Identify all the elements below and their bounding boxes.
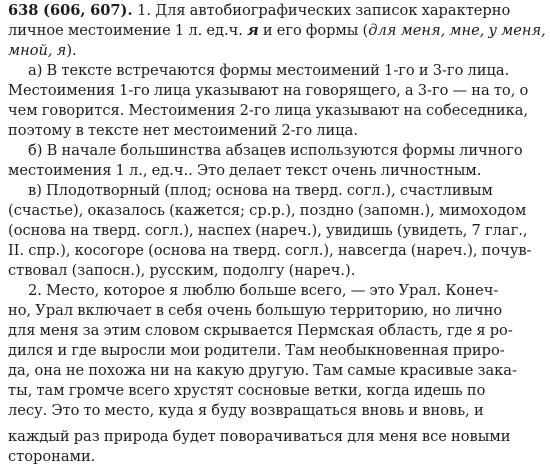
text-line — [8, 81, 545, 101]
text-line — [8, 201, 545, 221]
text-line — [8, 281, 545, 301]
text-segment: ствовал (запосн.), русским, подолгу (нареч.). — [8, 262, 356, 279]
text-segment: 2. Место, которое я люблю больше всего, — это Урал. Конеч- — [28, 282, 499, 299]
text-segment: сторонами. — [8, 448, 96, 465]
text-line — [8, 141, 545, 161]
text-segment: Местоимения 1-го лица указывают на говорящего, а 3-го — на то, о — [8, 82, 529, 99]
text-line — [8, 181, 545, 201]
text-segment: личное местоимение 1 л. ед.ч. — [8, 22, 248, 39]
text-segment: да, она не похожа ни на какую другую. Там самые красивые зака- — [8, 362, 517, 379]
text-line — [8, 341, 545, 361]
text-segment: мной, я — [8, 42, 67, 59]
text-segment: а) В тексте встречаются формы местоимений 1-го и 3-го лица. — [28, 62, 510, 79]
text-segment: для меня, мне, у меня, — [368, 22, 546, 39]
text-line — [8, 101, 545, 121]
exercise-header-line — [8, 1, 545, 21]
text-line — [8, 401, 545, 421]
text-segment: местоимения 1 л., ед.ч.. Это делает текст очень личностным. — [8, 162, 482, 179]
text-segment: и его формы ( — [258, 22, 369, 39]
part-label: 1. — [137, 2, 152, 19]
text-segment: в) Плодотворный (плод; основа на тверд. согл.), счастливым — [28, 182, 493, 199]
text-line — [8, 21, 545, 41]
text-segment: ты, там громче всего хрустят сосновые ветки, когда идешь по — [8, 382, 486, 399]
text-segment: чем говорится. Местоимения 2-го лица указывают на собеседника, — [8, 102, 529, 119]
text-segment: поэтому в тексте нет местоимений 2-го лица. — [8, 122, 358, 139]
text-line — [8, 301, 545, 321]
text-segment: но, Урал включает в себя очень большую территорию, но лично — [8, 302, 503, 319]
exercise-number: 638 (606, 607). — [8, 2, 133, 19]
text-line — [8, 221, 545, 241]
text-segment: (основа на тверд. согл.), наспех (нареч.), увидишь (увидеть, 7 глаг., — [8, 222, 528, 239]
text-line — [8, 61, 545, 81]
text-line — [8, 41, 545, 61]
text-line — [8, 261, 545, 281]
text-line — [8, 241, 545, 261]
text-body — [8, 21, 545, 467]
text-segment: Для автобиографических записок характерно — [155, 2, 511, 19]
document-page — [8, 1, 545, 467]
text-segment: II. спр.), косогоре (основа на тверд. согл.), навсегда (нареч.), почув- — [8, 242, 532, 259]
text-line — [8, 161, 545, 181]
text-segment: дился и где выросли мои родители. Там необыкновенная приро- — [8, 342, 505, 359]
text-line — [8, 121, 545, 141]
text-segment: (счастье), оказалось (кажется; ср.р.), поздно (запомн.), мимоходом — [8, 202, 527, 219]
text-segment: б) В начале большинства абзацев используются формы личного — [28, 142, 523, 159]
text-line — [8, 447, 545, 467]
text-segment: для меня за этим словом скрывается Пермская область, где я ро- — [8, 322, 513, 339]
text-line — [8, 361, 545, 381]
text-segment: лесу. Это то место, куда я буду возвращаться вновь и вновь, и — [8, 402, 484, 419]
text-line-segments — [155, 2, 510, 19]
text-segment: ). — [66, 42, 77, 59]
text-segment: каждый раз природа будет поворачиваться для меня все новыми — [8, 428, 511, 445]
text-line — [8, 381, 545, 401]
text-segment: я — [247, 22, 259, 39]
text-line — [8, 427, 545, 447]
text-line — [8, 321, 545, 341]
